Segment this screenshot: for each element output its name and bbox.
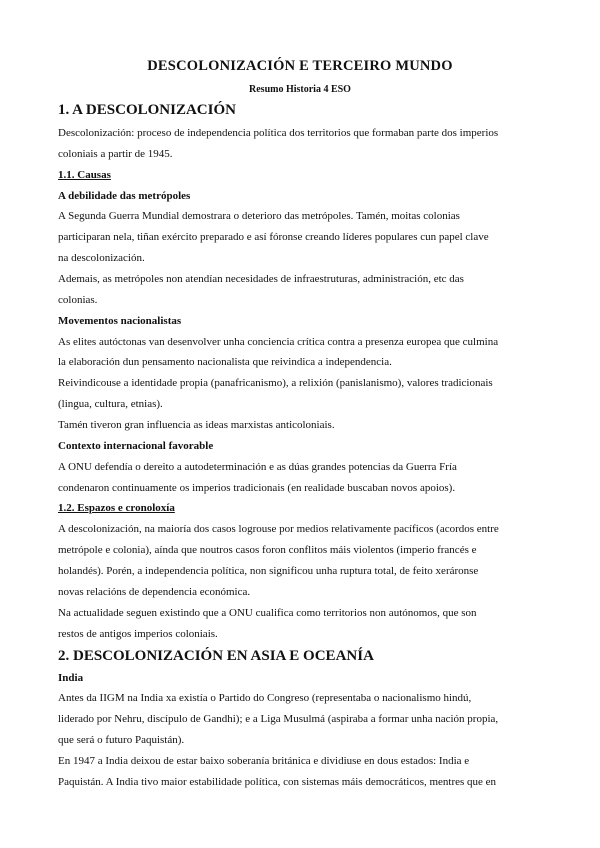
paragraph-line: colonias. [58, 294, 98, 306]
paragraph-line: condenaron continuamente os imperios tradicionais (en realidade buscaban novos apoios). [58, 482, 456, 494]
subsection-heading-espazos: 1.2. Espazos e cronoloxía [58, 502, 175, 514]
paragraph-line: Descolonización: proceso de independencia política dos territorios que formaban parte dos imperios [58, 127, 499, 139]
paragraph-line: Antes da IIGM na India xa existía o Partido do Congreso (representaba o nacionalismo hindú, [58, 692, 472, 704]
paragraph-line: A Segunda Guerra Mundial demostrara o deterioro das metrópoles. Tamén, moitas colonias [58, 210, 460, 222]
paragraph-line: En 1947 a India deixou de estar baixo soberanía británica e dividiuse en dous estados: India e [58, 755, 470, 767]
section-heading-asia-oceania: 2. DESCOLONIZACIÓN EN ASIA E OCEANÍA [58, 648, 374, 664]
paragraph-line: na descolonización. [58, 252, 145, 264]
paragraph-line: Na actualidade seguen existindo que a ONU cualifica como territorios non autónomos, que son [58, 607, 477, 619]
paragraph-line: la elaboración dun pensamento nacionalista que reivindica a independencia. [58, 356, 392, 368]
paragraph-line: participaran nela, tiñan exército preparado e así fóronse creando líderes populares cun papel clave [58, 231, 489, 243]
section-heading-descolonizacion: 1. A DESCOLONIZACIÓN [58, 102, 236, 118]
paragraph-line: As elites autóctonas van desenvolver unha conciencia crítica contra a presenza europea que culmina [58, 336, 499, 348]
paragraph-line: Ademais, as metrópoles non atendían necesidades de infraestruturas, administración, etc das [58, 273, 464, 285]
paragraph-line: A ONU defendía o dereito a autodeterminación e as dúas grandes potencias da Guerra Fría [58, 461, 457, 473]
paragraph-line: restos de antigos imperios coloniais. [58, 628, 218, 640]
topic-heading-contexto: Contexto internacional favorable [58, 440, 214, 452]
topic-heading-debilidade: A debilidade das metrópoles [58, 190, 191, 202]
subsection-heading-causas: 1.1. Causas [58, 169, 111, 181]
paragraph-line: (lingua, cultura, etnias). [58, 398, 163, 410]
document-title: DESCOLONIZACIÓN E TERCEIRO MUNDO [147, 58, 453, 74]
paragraph-line: Tamén tiveron gran influencia as ideas marxistas anticoloniais. [58, 419, 335, 431]
paragraph-line: Paquistán. A India tivo maior estabilidade política, con sistemas máis democráticos, mentres que en [58, 776, 497, 788]
topic-heading-india: India [58, 672, 84, 684]
topic-heading-movementos: Movementos nacionalistas [58, 315, 182, 327]
paragraph-line: metrópole e colonia), aínda que noutros casos foron conflitos máis violentos (imperio francés e [58, 544, 477, 556]
paragraph-line: A descolonización, na maioría dos casos logrouse por medios relativamente pacíficos (acordos entre [58, 523, 499, 535]
document-subtitle: Resumo Historia 4 ESO [249, 84, 351, 95]
paragraph-line: holandés). Porén, a independencia política, non significou unha ruptura total, de feito xeráronse [58, 565, 479, 577]
paragraph-line: coloniais a partir de 1945. [58, 148, 173, 160]
paragraph-line: Reivindicouse a identidade propia (panafricanismo), a relixión (panislanismo), valores tradicionais [58, 377, 493, 389]
paragraph-line: novas relacións de dependencia económica. [58, 586, 251, 598]
paragraph-line: liderado por Nehru, discípulo de Gandhi); e a Liga Musulmá (aspiraba a formar unha nación propia, [58, 713, 499, 725]
paragraph-line: que será o futuro Paquistán). [58, 734, 185, 746]
